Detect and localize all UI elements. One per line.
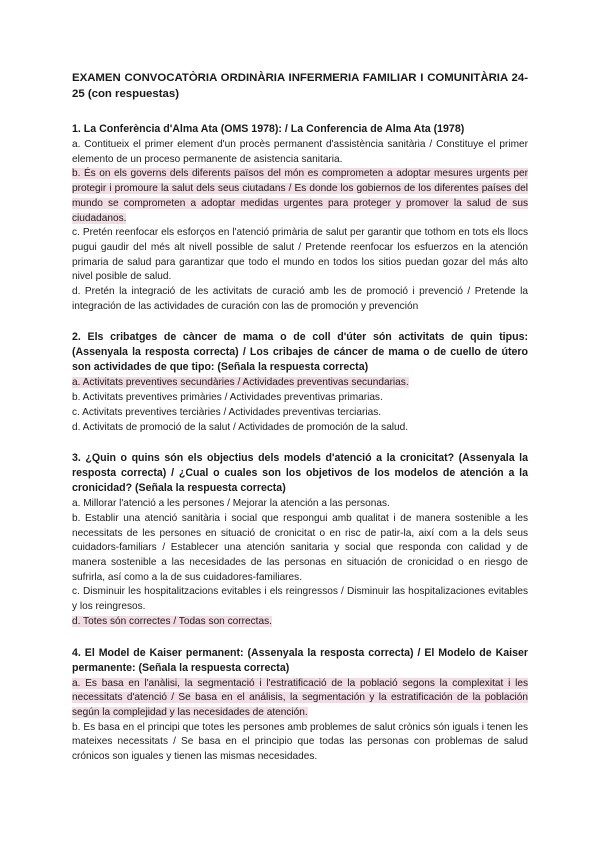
answer-option-a bbox=[72, 138, 528, 167]
question-heading: 4. El Model de Kaiser permanent: (Assenyala la resposta correcta) / El Modelo de Kaiser permanente: (Señala la respuesta correcta) bbox=[72, 646, 528, 674]
answer-text: d. Pretén la integració de les activitats de curació amb les de promoció i prevenció / Pretende la integración de las actividades de curación con las de promoción y prevención bbox=[72, 286, 528, 312]
answer-option-d bbox=[72, 285, 528, 314]
answer-text: d. Activitats de promoció de la salut / Actividades de promoción de la salud. bbox=[72, 421, 409, 433]
answer-text: c. Activitats preventives terciàries / Actividades preventivas terciarias. bbox=[72, 406, 382, 418]
answer-text: b. És on els governs dels diferents països del món es comprometen a adoptar mesures urgents per protegir i promoure la salut dels seus ciutadans / Es donde los gobiernos de los diferentes países del mundo se comprometen a adoptar medidas urgentes para proteger y promover la salud de sus ciudadanos. bbox=[72, 168, 528, 224]
answer-text: c. Disminuir les hospitalitzacions evitables i els reingressos / Disminuir las hospitalizaciones evitables y los reingresos. bbox=[72, 586, 528, 613]
answer-text: a. Activitats preventives secundàries / Actividades preventivas secundarias. bbox=[72, 377, 409, 389]
answer-option-b bbox=[72, 512, 528, 586]
answer-text: b. Es basa en el principi que totes les persones amb problemes de salut crònics són iguals i tenen les mateixes necessitats / Se basa en el principio que todas las personas con problemas de salud crónicos son iguales y tienen las mismas necesidades. bbox=[72, 721, 528, 763]
answer-option-b bbox=[72, 391, 528, 406]
answer-option-d-correct bbox=[72, 615, 528, 630]
answer-text: a. Millorar l'atenció a les persones / Mejorar la atención a las personas. bbox=[72, 498, 390, 510]
question-heading: 3. ¿Quin o quins són els objectius dels models d'atenció a la cronicitat? (Assenyala la resposta correcta) / ¿Cual o cuales son los objetivos de los modelos de atención a la cronicidad? (Señala la respuesta correcta) bbox=[72, 452, 528, 495]
answer-text: a. Contitueix el primer element d'un procès permanent d'assistència sanitària / Constituye el primer elemento de un proceso permanente de asistencia sanitaria. bbox=[72, 139, 528, 165]
answer-text: b. Activitats preventives primàries / Actividades preventivas primarias. bbox=[72, 392, 383, 404]
question-heading: 2. Els cribatges de càncer de mama o de coll d'úter són activitats de quin tipus: (Assenyala la resposta correcta) / Los cribajes de cáncer de mama o de cuello de útero son actividades de que tipo: (Señala la respuesta correcta) bbox=[72, 331, 528, 374]
answer-option-c bbox=[72, 226, 528, 285]
answer-text: a. Es basa en l'anàlisi, la segmentació i l'estratificació de la població segons la complexitat i les necessitats d'atenció / Se basa en el análisis, la segmentación y la estratificación de la población según la complejidad y las necesidades de atención. bbox=[72, 677, 528, 718]
answer-option-b bbox=[72, 721, 528, 765]
answer-option-d bbox=[72, 421, 528, 436]
answer-option-b-correct bbox=[72, 167, 528, 226]
answer-text: b. Establir una atenció sanitària i social que respongui amb qualitat i de manera sostenible a les necessitats de les persones en situació de cronicitat o en risc de patir-la, així com a la dels seus cuidadors-familiars / Establecer una atención sanitaria y social que responda con calidad y de manera sostenible a las necesidades de las personas en situación de cronicidad o en riesgo de sufrirla, así como a la de sus cuidadores-familiares. bbox=[72, 512, 528, 583]
answer-text: c. Pretén reenfocar els esforços en l'atenció primària de salut per garantir que tothom en tots els llocs pugui gaudir del més alt nivell possible de salut / Pretende reenfocar los esfuerzos en la atención primaria de salud para garantizar que todo el mundo en todos los sitios puedan gozar del más alto nivel posible de salud. bbox=[72, 227, 528, 283]
answer-option-a-correct bbox=[72, 376, 528, 391]
question-2 bbox=[72, 330, 528, 435]
question-3 bbox=[72, 451, 528, 629]
question-heading: 1. La Conferència d'Alma Ata (OMS 1978): / La Conferencia de Alma Ata (1978) bbox=[72, 123, 465, 135]
question-1 bbox=[72, 122, 528, 314]
answer-option-c bbox=[72, 406, 528, 421]
answer-option-a bbox=[72, 497, 528, 512]
answer-option-c bbox=[72, 585, 528, 614]
document-title: EXAMEN CONVOCATÒRIA ORDINÀRIA INFERMERIA FAMILIAR I COMUNITÀRIA 24-25 (con respuestas) bbox=[72, 72, 528, 100]
question-4 bbox=[72, 646, 528, 765]
answer-option-a-correct bbox=[72, 677, 528, 721]
answer-text: d. Totes són correctes / Todas son correctas. bbox=[72, 615, 272, 627]
